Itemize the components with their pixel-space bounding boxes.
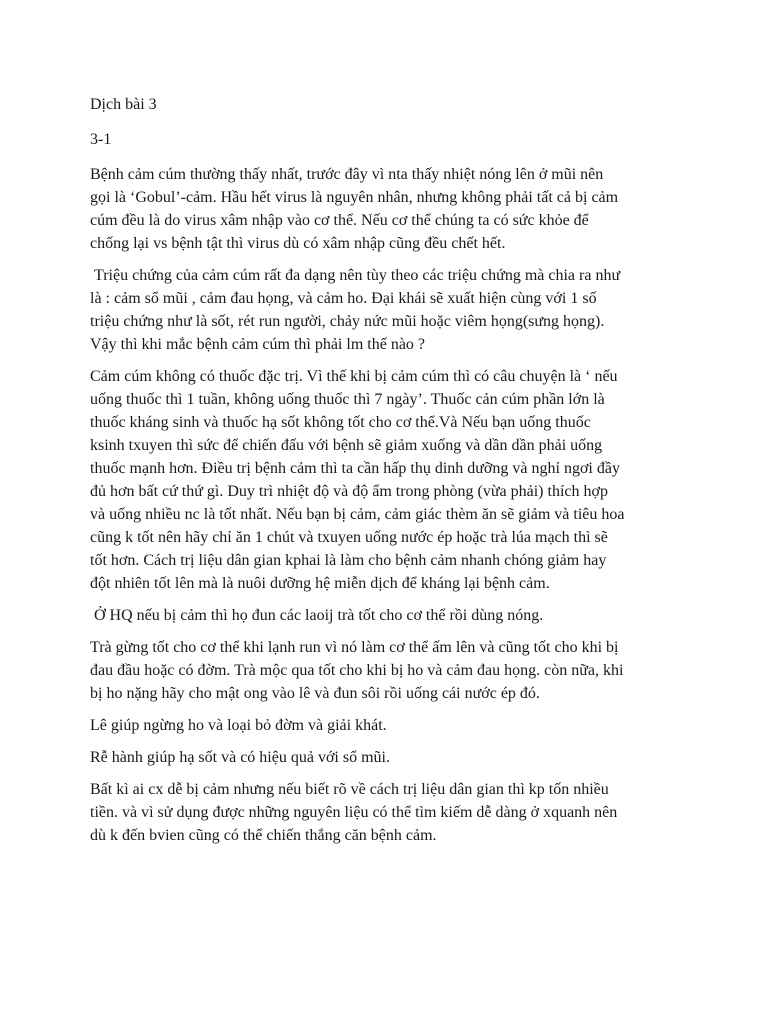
text-line: gọi là ‘Gobul’-cảm. Hầu hết virus là nguyên nhân, nhưng không phải tất cả bị cảm [90,189,619,206]
text-line: Vậy thì khi mắc bệnh cảm cúm thì phải lm thế nào ? [90,336,426,353]
section-number: 3-1 [90,131,112,148]
text-line: uống thuốc thì 1 tuần, không uống thuốc thì 7 ngày’. Thuốc cản cúm phần lớn là [90,391,605,408]
text-line: và uống nhiều nc là tốt nhất. Nếu bạn bị cảm, cảm giác thèm ăn sẽ giảm và tiêu hoa [90,506,625,523]
paragraph [90,778,700,847]
text-line: là : cảm sổ mũi , cảm đau họng, và cảm ho. Đại khái sẽ xuất hiện cùng với 1 số [90,290,597,307]
text-line: chống lại vs bệnh tật thì virus dù có xâm nhập cũng đều chết hết. [90,235,506,252]
text-line: triệu chứng như là sốt, rét run người, chảy nức mũi hoặc viêm họng(sưng họng). [90,313,605,330]
text-line: cũng k tốt nên hãy chỉ ăn 1 chút và txuyen uống nước ép hoặc trà lúa mạch thì sẽ [90,529,608,546]
text-line: ksinh txuyen thì sức để chiến đấu với bệnh sẽ giảm xuống và dần dần phải uống [90,437,603,454]
text-line: Ở HQ nếu bị cảm thì họ đun các laoij trà tốt cho cơ thể rồi dùng nóng. [90,607,544,624]
paragraph [90,264,700,356]
text-line: đột nhiên tốt lên mà là nuôi dưỡng hệ miễn dịch để kháng lại bệnh cảm. [90,575,550,592]
text-line: Lê giúp ngừng ho và loại bỏ đờm và giải khát. [90,717,387,734]
text-line: đủ hơn bất cứ thứ gì. Duy trì nhiệt độ và độ ẩm trong phòng (vừa phải) thích hợp [90,483,608,500]
text-line: Trà gừng tốt cho cơ thể khi lạnh run vì nó làm cơ thể ấm lên và cũng tốt cho khi bị [90,639,619,656]
text-line: thuốc mạnh hơn. Điều trị bệnh cảm thì ta cần hấp thụ dinh dưỡng và nghỉ ngơi đầy [90,460,620,477]
paragraph [90,365,700,595]
paragraph [90,746,700,769]
text-line: Triệu chứng của cảm cúm rất đa dạng nên tùy theo các triệu chứng mà chia ra như [90,267,621,284]
text-line: Cảm cúm không có thuốc đặc trị. Vì thế khi bị cảm cúm thì có câu chuyện là ‘ nếu [90,368,618,385]
paragraph [90,163,700,255]
text-line: bị ho nặng hãy cho mật ong vào lê và đun sôi rồi uống cái nước ép đó. [90,685,540,702]
document-page [90,93,700,856]
text-line: đau đầu hoặc có đờm. Trà mộc qua tốt cho khi bị ho và cảm đau họng. còn nữa, khi [90,662,624,679]
text-line: Bệnh cảm cúm thường thấy nhất, trước đây vì nta thấy nhiệt nóng lên ở mũi nên [90,166,604,183]
text-line: Bất kì ai cx dễ bị cảm nhưng nếu biết rõ về cách trị liệu dân gian thì kp tốn nhiều [90,781,609,798]
text-line: tiền. và vì sử dụng được những nguyên liệu có thể tìm kiếm dễ dàng ở xquanh nên [90,804,618,821]
paragraph [90,604,700,627]
text-line: tốt hơn. Cách trị liệu dân gian kphai là làm cho bệnh cảm nhanh chóng giảm hay [90,552,607,569]
paragraph [90,714,700,737]
text-line: dù k đến bvien cũng có thể chiến thắng căn bệnh cảm. [90,827,437,844]
text-line: thuốc kháng sinh và thuốc hạ sốt không tốt cho cơ thể.Và Nếu bạn uống thuốc [90,414,591,431]
text-line: Rễ hành giúp hạ sốt và có hiệu quả với sổ mũi. [90,749,390,766]
document-title: Dịch bài 3 [90,96,157,113]
paragraph [90,636,700,705]
text-line: cúm đều là do virus xâm nhập vào cơ thể. Nếu cơ thể chúng ta có sức khỏe để [90,212,589,229]
